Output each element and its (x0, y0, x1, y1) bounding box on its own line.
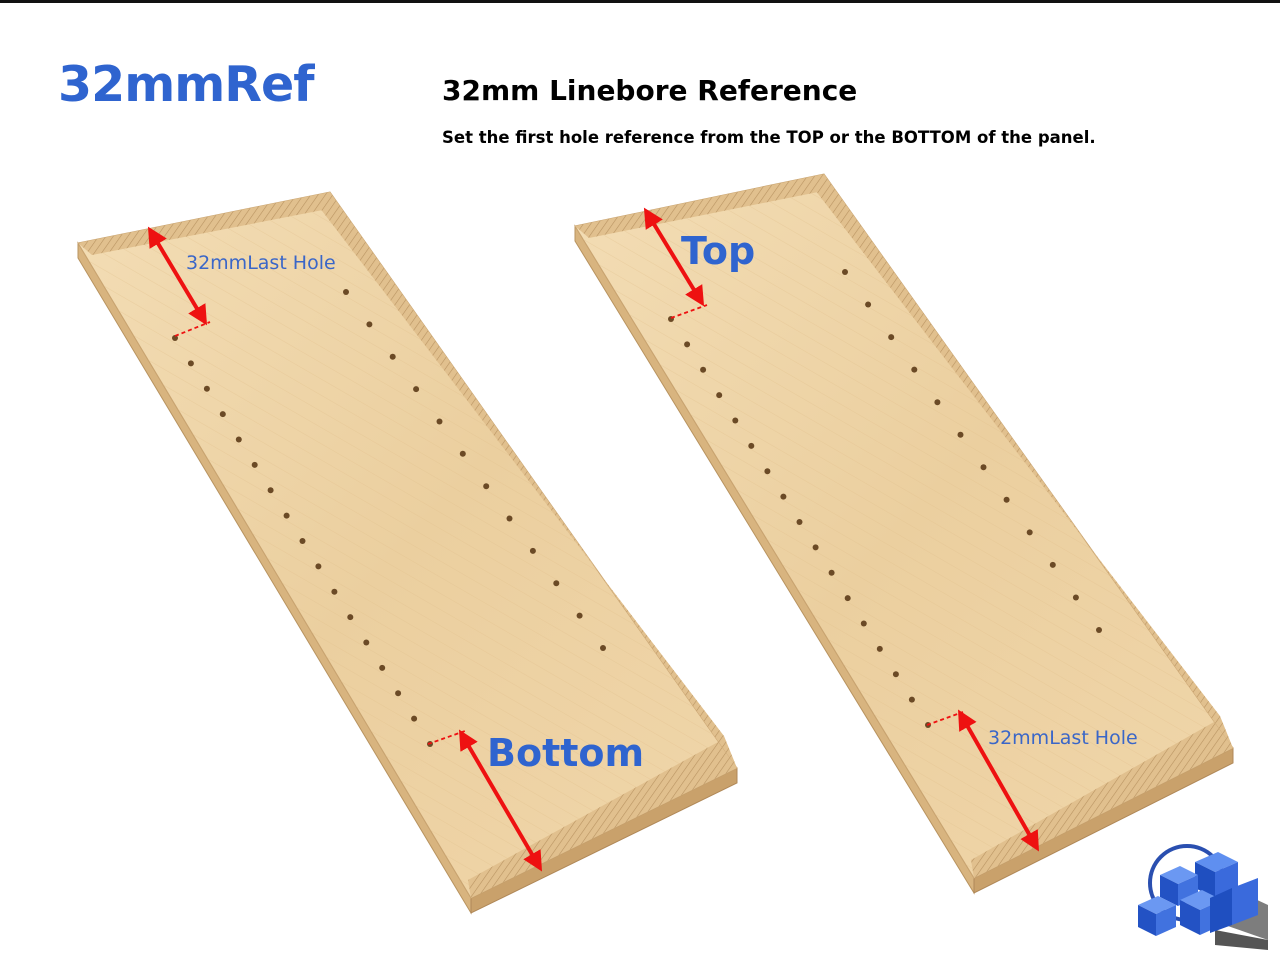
linebore-hole (716, 392, 722, 398)
linebore-hole (268, 487, 274, 493)
linebore-hole (764, 468, 770, 474)
left-reference-label: Bottom (487, 731, 645, 775)
linebore-hole (300, 538, 306, 544)
linebore-hole (732, 418, 738, 424)
linebore-hole (1027, 529, 1033, 535)
linebore-hole (395, 690, 401, 696)
linebore-hole (813, 544, 819, 550)
linebore-hole (363, 640, 369, 646)
linebore-hole (877, 646, 883, 652)
linebore-hole (188, 360, 194, 366)
linebore-hole (252, 462, 258, 468)
linebore-hole (909, 697, 915, 703)
linebore-hole (390, 354, 396, 360)
cube-logo-icon (1138, 846, 1268, 950)
right-reference-label: Top (681, 229, 756, 273)
linebore-hole (553, 580, 559, 586)
linebore-hole (888, 334, 894, 340)
linebore-hole (379, 665, 385, 671)
linebore-hole (366, 321, 372, 327)
linebore-hole (315, 563, 321, 569)
left-offset-label: 32mmLast Hole (186, 252, 336, 274)
linebore-hole (220, 411, 226, 417)
linebore-hole (413, 386, 419, 392)
linebore-hole (347, 614, 353, 620)
linebore-hole (865, 302, 871, 308)
linebore-hole (700, 367, 706, 373)
linebore-hole (829, 570, 835, 576)
linebore-hole (507, 516, 513, 522)
linebore-hole (911, 367, 917, 373)
linebore-hole (958, 432, 964, 438)
linebore-hole (483, 483, 489, 489)
linebore-hole (437, 419, 443, 425)
linebore-hole (893, 671, 899, 677)
linebore-hole (1096, 627, 1102, 633)
linebore-hole (845, 595, 851, 601)
linebore-hole (861, 621, 867, 627)
linebore-hole (204, 386, 210, 392)
linebore-hole (411, 716, 417, 722)
linebore-hole (343, 289, 349, 295)
linebore-hole (1050, 562, 1056, 568)
linebore-hole (842, 269, 848, 275)
linebore-hole (577, 613, 583, 619)
linebore-hole (1073, 595, 1079, 601)
linebore-hole (331, 589, 337, 595)
linebore-hole (1004, 497, 1010, 503)
right-offset-label: 32mmLast Hole (988, 727, 1138, 749)
linebore-hole (460, 451, 466, 457)
linebore-hole (797, 519, 803, 525)
linebore-hole (748, 443, 754, 449)
linebore-hole (530, 548, 536, 554)
linebore-hole (600, 645, 606, 651)
page-title: 32mm Linebore Reference (442, 74, 858, 107)
page-subtitle: Set the first hole reference from the TOP or the BOTTOM of the panel. (442, 128, 1096, 147)
app-brand-title: 32mmRef (58, 56, 314, 113)
linebore-hole (934, 399, 940, 405)
linebore-hole (981, 464, 987, 470)
linebore-hole (284, 513, 290, 519)
linebore-hole (684, 341, 690, 347)
linebore-hole (780, 494, 786, 500)
linebore-hole (236, 437, 242, 443)
